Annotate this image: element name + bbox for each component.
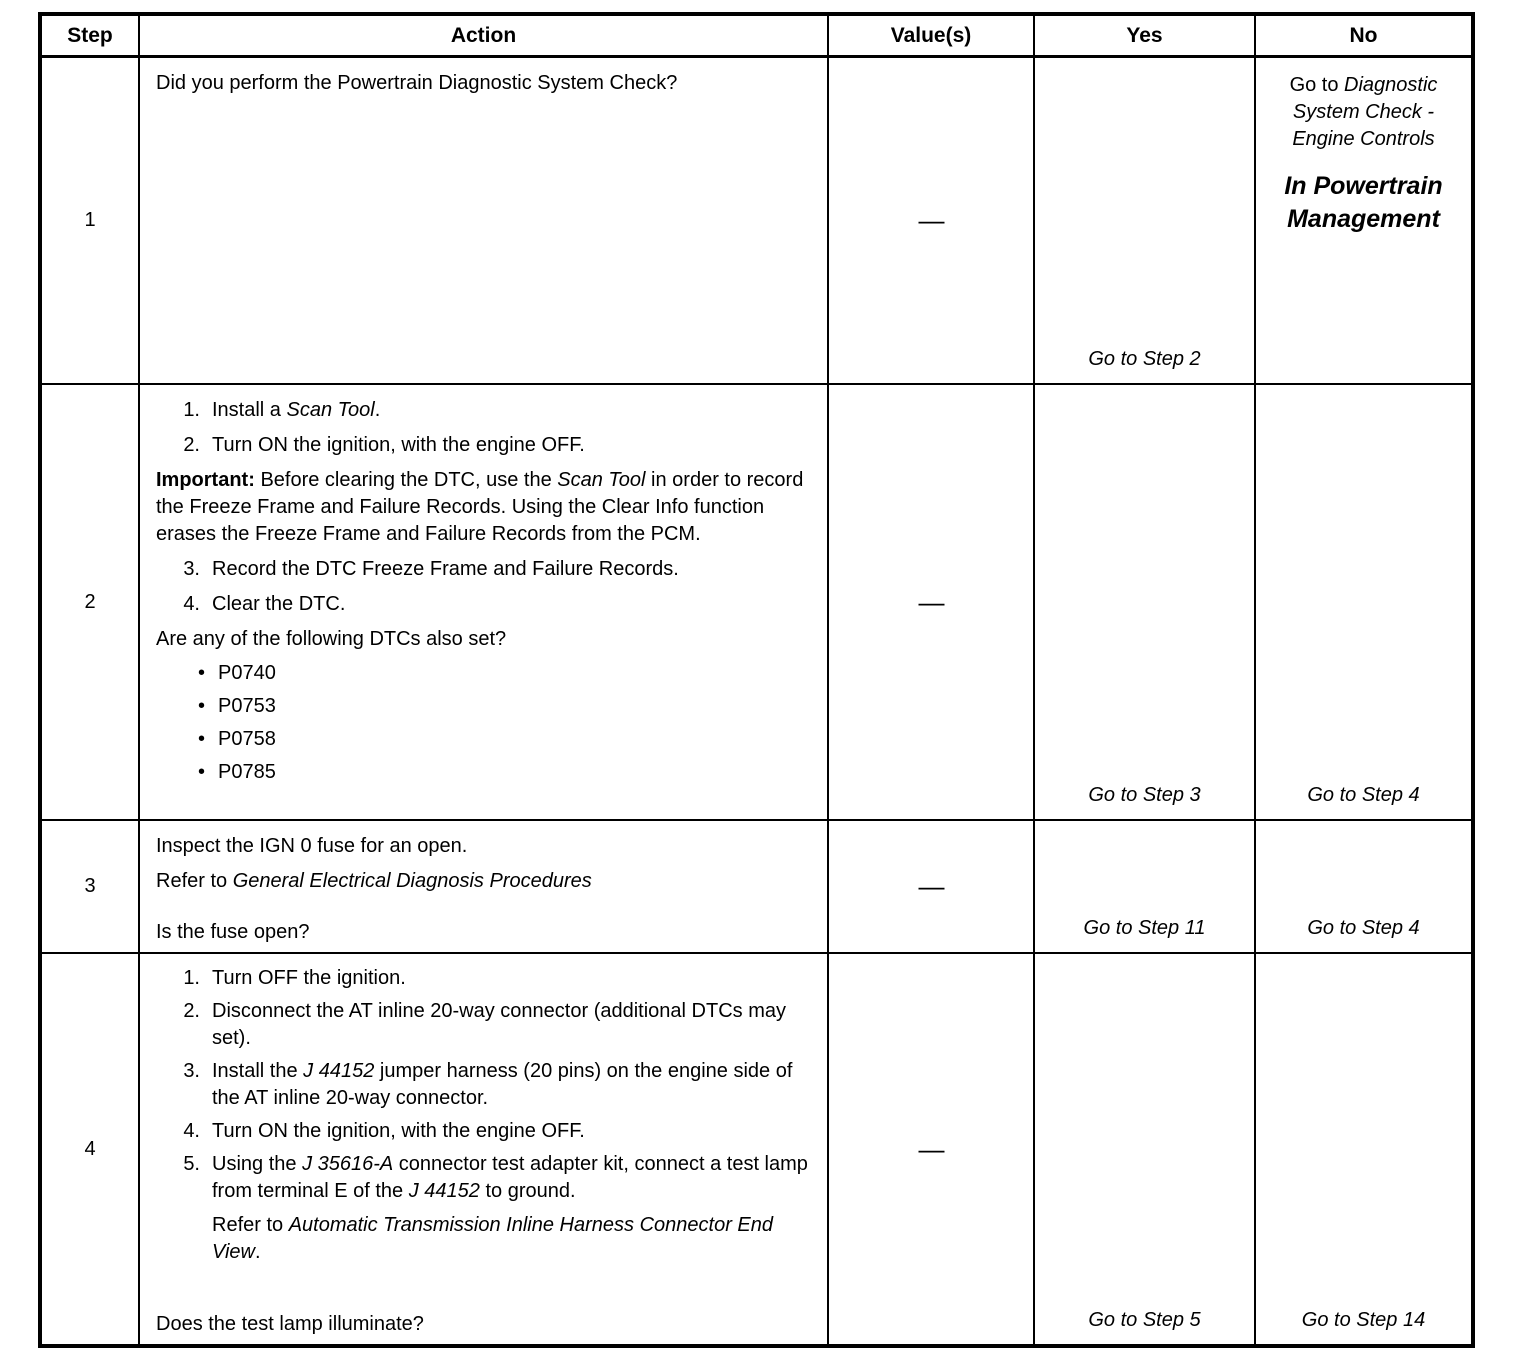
text-run: to ground.	[479, 1180, 576, 1202]
table-row	[40, 953, 1473, 1346]
numbered-step-item	[156, 591, 811, 618]
value-cell-fill	[829, 385, 1033, 819]
item-text	[212, 397, 811, 424]
text-run: Turn OFF the ignition.	[212, 967, 406, 989]
text-run: Install a	[212, 399, 287, 421]
value-cell-fill	[829, 58, 1033, 383]
value-cell-fill	[829, 821, 1033, 952]
question-text	[156, 919, 811, 946]
no-cell-fill	[1256, 954, 1471, 1344]
value-dash: —	[918, 1133, 944, 1164]
emphasis-paragraph	[1268, 170, 1459, 236]
item-text	[212, 591, 811, 618]
action-cell	[139, 820, 828, 953]
numbered-step-item	[156, 1118, 811, 1145]
header-row	[40, 14, 1473, 57]
dtc-bullet-item	[198, 693, 811, 720]
dtc-bullet-item	[198, 660, 811, 687]
text-run: .	[374, 399, 381, 421]
numbered-step-item	[156, 556, 811, 583]
item-number: 4.	[183, 1120, 200, 1142]
value-cell	[828, 384, 1034, 820]
text-run: Before clearing the DTC, use the	[254, 469, 558, 491]
goto-step-reference	[1302, 1307, 1425, 1334]
item-text	[212, 1151, 811, 1205]
text-run: .	[255, 1241, 261, 1263]
numbered-step-item	[156, 432, 811, 459]
action-paragraph	[156, 868, 811, 895]
numbered-step-item	[156, 1151, 811, 1205]
yes-cell-fill	[1035, 821, 1254, 952]
text-run: connector test adapter kit, connect a test lamp from terminal E of the	[212, 1153, 808, 1202]
step-cell-fill	[42, 954, 138, 1344]
yes-cell	[1034, 820, 1255, 953]
no-cell-fill	[1256, 385, 1471, 819]
action-paragraph	[156, 70, 811, 97]
header-action: Action	[139, 14, 828, 57]
text-run: Clear the DTC.	[212, 593, 346, 615]
action-cell-fill	[140, 385, 827, 819]
header-no: No	[1255, 14, 1473, 57]
goto-step-reference	[1307, 782, 1419, 809]
header-step: Step	[40, 14, 139, 57]
dtc-bullet-item	[198, 726, 811, 753]
goto-step-reference	[1084, 915, 1206, 942]
no-cell	[1255, 57, 1473, 385]
table-row	[40, 57, 1473, 385]
step-cell	[40, 384, 139, 820]
yes-cell	[1034, 57, 1255, 385]
bullet-icon: •	[198, 728, 206, 750]
action-paragraph	[156, 833, 811, 860]
bullet-icon: •	[198, 761, 206, 783]
yes-cell-fill	[1035, 58, 1254, 383]
table-row	[40, 820, 1473, 953]
text-run: Is the fuse open?	[156, 921, 310, 943]
text-run: Record the DTC Freeze Frame and Failure Records.	[212, 558, 679, 580]
action-cell	[139, 953, 828, 1346]
text-run: General Electrical Diagnosis Procedures	[232, 870, 592, 892]
step-number: 3	[84, 875, 96, 897]
value-cell	[828, 953, 1034, 1346]
item-text	[212, 1118, 811, 1145]
yes-cell-fill	[1035, 385, 1254, 819]
step-number: 4	[84, 1137, 96, 1160]
item-text	[218, 759, 276, 786]
header-yes: Yes	[1034, 14, 1255, 57]
numbered-step-item	[156, 1058, 811, 1112]
item-number: 3.	[183, 558, 200, 580]
text-run: Refer to	[212, 1214, 289, 1236]
text-run: Turn ON the ignition, with the engine OFF.	[212, 434, 585, 456]
value-dash: —	[918, 586, 944, 617]
action-cell-fill	[140, 954, 827, 1344]
numbered-step-item	[156, 965, 811, 992]
no-cell-fill	[1256, 58, 1471, 383]
no-cell	[1255, 384, 1473, 820]
item-text	[218, 726, 276, 753]
item-text	[212, 1058, 811, 1112]
table-body	[40, 57, 1473, 1347]
step-cell	[40, 953, 139, 1346]
text-run: Did you perform the Powertrain Diagnostic System Check?	[156, 72, 678, 94]
table-row	[40, 384, 1473, 820]
action-paragraph	[1268, 72, 1459, 153]
text-run: Are any of the following DTCs also set?	[156, 628, 507, 650]
text-run: J 44152	[408, 1180, 480, 1202]
reference-paragraph	[212, 1212, 811, 1266]
item-number: 2.	[183, 1000, 200, 1022]
text-run: Important:	[156, 469, 255, 491]
text-run: Refer to	[156, 870, 233, 892]
value-dash: —	[918, 205, 944, 235]
action-cell-fill	[140, 821, 827, 952]
step-cell	[40, 57, 139, 385]
text-run: jumper harness (20 pins) on the engine side of the AT inline 20-way connector.	[212, 1060, 793, 1109]
text-run: Go to Step 4	[1307, 917, 1420, 939]
yes-cell	[1034, 384, 1255, 820]
text-run: Diagnostic System Check - Engine Controls	[1292, 74, 1438, 150]
step-cell-fill	[42, 385, 138, 819]
value-cell	[828, 820, 1034, 953]
text-run: Using the	[212, 1153, 303, 1175]
item-number: 3.	[183, 1060, 200, 1082]
yes-cell	[1034, 953, 1255, 1346]
item-number: 2.	[183, 434, 200, 456]
no-cell-fill	[1256, 821, 1471, 952]
item-text	[218, 693, 276, 720]
text-run: Go to	[1289, 74, 1345, 96]
text-run: P0740	[218, 662, 276, 684]
diagnostic-table	[38, 12, 1475, 1348]
text-run: Disconnect the AT inline 20-way connector (additional DTCs may set).	[212, 1000, 786, 1049]
yes-cell-fill	[1035, 954, 1254, 1344]
text-run: In Powertrain Management	[1284, 172, 1443, 233]
goto-step-reference	[1088, 346, 1200, 373]
numbered-step-item	[156, 397, 811, 424]
action-paragraph	[156, 467, 811, 548]
step-cell	[40, 820, 139, 953]
item-number: 1.	[183, 399, 200, 421]
text-run: J 44152	[303, 1060, 375, 1082]
text-run: Scan Tool	[286, 399, 375, 421]
header-values: Value(s)	[828, 14, 1034, 57]
goto-step-reference	[1088, 782, 1200, 809]
item-text	[218, 660, 276, 687]
dtc-bullet-item	[198, 759, 811, 786]
item-text	[212, 998, 811, 1052]
text-run: Turn ON the ignition, with the engine OFF.	[212, 1120, 585, 1142]
text-run: Install the	[212, 1060, 304, 1082]
text-run: J 35616-A	[302, 1153, 394, 1175]
action-paragraph	[156, 626, 811, 653]
no-cell	[1255, 820, 1473, 953]
bullet-icon: •	[198, 662, 206, 684]
text-run: Inspect the IGN 0 fuse for an open.	[156, 835, 468, 857]
text-run: Does the test lamp illuminate?	[156, 1313, 424, 1335]
text-run: Go to Step 2	[1088, 348, 1201, 370]
text-run: Scan Tool	[557, 469, 646, 491]
text-run: Go to Step 14	[1301, 1309, 1426, 1331]
question-text	[156, 1311, 811, 1338]
text-run: Go to Step 4	[1307, 784, 1420, 806]
text-run: in order to record the Freeze Frame and Failure Records. Using the Clear Info function erases the Freeze Frame and Failure Records from the PCM.	[156, 469, 804, 545]
text-run: P0753	[218, 695, 276, 717]
item-text	[212, 965, 811, 992]
text-run: Go to Step 11	[1083, 917, 1206, 939]
action-cell	[139, 384, 828, 820]
bullet-icon: •	[198, 695, 206, 717]
step-number: 1	[84, 209, 96, 231]
text-run: Go to Step 3	[1088, 784, 1201, 806]
item-text	[212, 432, 811, 459]
goto-step-reference	[1307, 915, 1419, 942]
value-cell-fill	[829, 954, 1033, 1344]
item-text	[212, 556, 811, 583]
step-cell-fill	[42, 821, 138, 952]
text-run: Go to Step 5	[1088, 1309, 1201, 1331]
action-cell-fill	[140, 58, 827, 383]
item-number: 5.	[183, 1153, 200, 1175]
value-dash: —	[918, 871, 944, 901]
value-cell	[828, 57, 1034, 385]
no-cell	[1255, 953, 1473, 1346]
step-cell-fill	[42, 58, 138, 383]
goto-step-reference	[1088, 1307, 1200, 1334]
text-run: Automatic Transmission Inline Harness Connector End View	[212, 1214, 773, 1263]
item-number: 1.	[183, 967, 200, 989]
numbered-step-item	[156, 998, 811, 1052]
text-run: P0785	[218, 761, 276, 783]
step-number: 2	[84, 590, 96, 613]
action-cell	[139, 57, 828, 385]
item-number: 4.	[183, 593, 200, 615]
text-run: P0758	[218, 728, 276, 750]
